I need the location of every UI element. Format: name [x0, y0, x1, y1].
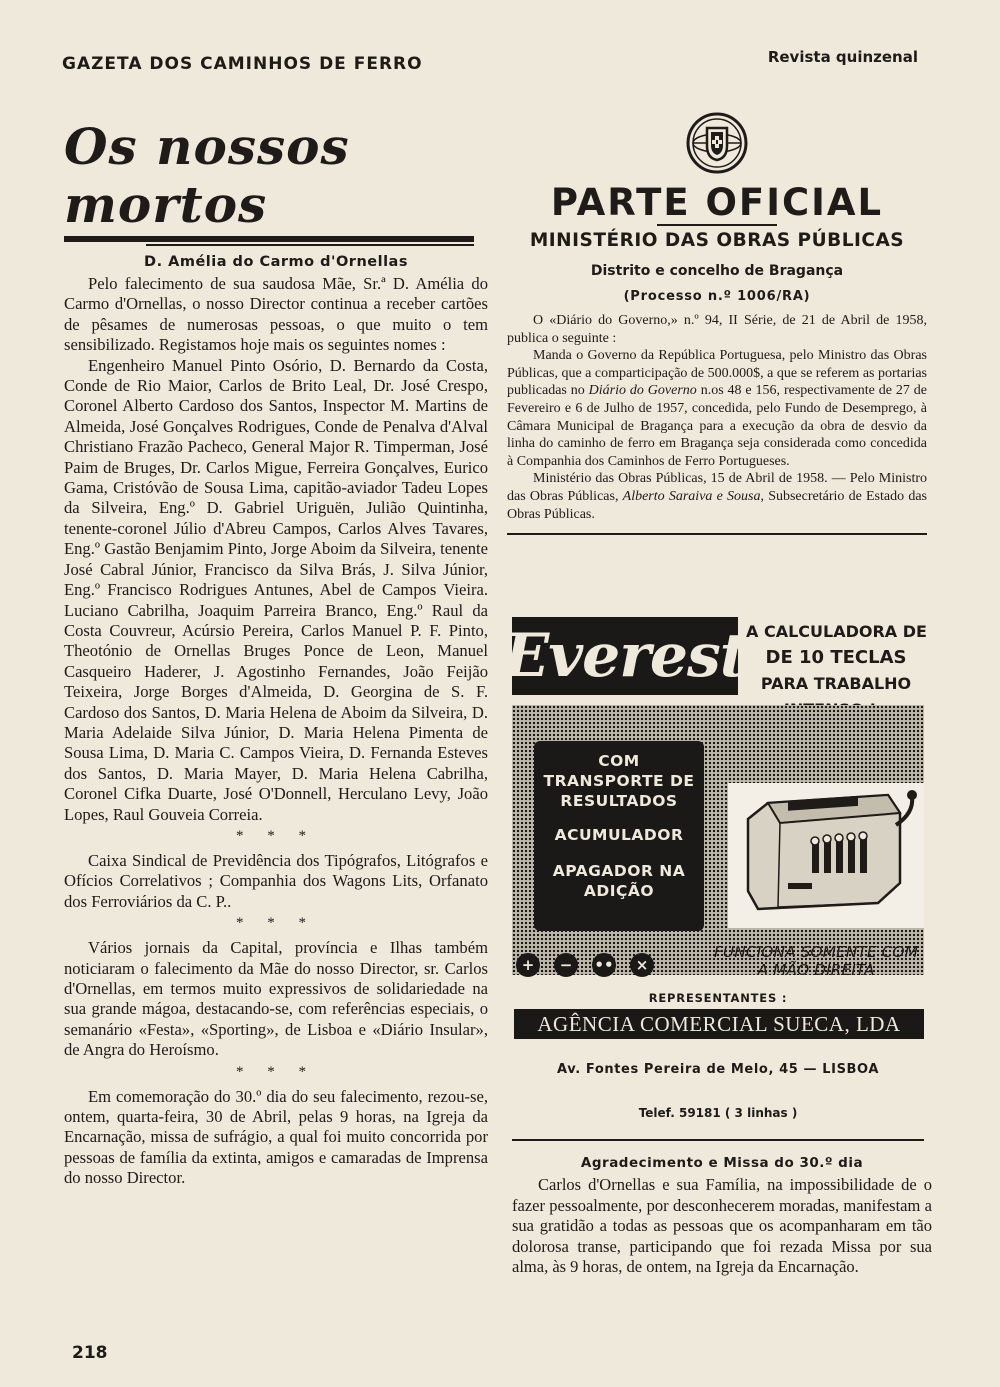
magazine-title: GAZETA DOS CAMINHOS DE FERRO	[62, 54, 423, 74]
thanks-heading: Agradecimento e Missa do 30.º dia	[580, 1155, 864, 1171]
features-box	[534, 741, 704, 931]
title-rule-thick	[64, 236, 474, 242]
tagline-line: DE 10 TECLAS	[765, 647, 907, 668]
section-separator: * * *	[236, 1063, 316, 1080]
feature-accumulator: ACUMULADOR	[554, 826, 684, 844]
official-part-title: PARTE OFICIAL	[550, 181, 884, 224]
thanks-text: Carlos d'Ornellas e sua Família, na impossibilidade de o fazer pessoalmente, por desconhecerem moradas, manifestam a sua gratidão a todas as pessoas que os acompanharam em tão dolorosa transe, participando que foi rezada Missa por sua alma, às 9 horas, de ontem, na Igreja da Encarnação.	[512, 1175, 932, 1276]
agency-address: Av. Fontes Pereira de Melo, 45 — LISBOA	[557, 1062, 879, 1077]
everest-advertisement	[503, 613, 927, 1036]
dots-icon: ••	[592, 953, 616, 977]
official-paragraph-signature: Ministério das Obras Públicas, 15 de Abril de 1958. — Pelo Ministro das Obras Públicas, Alberto Saraiva e Sousa, Subsecretário de Estado das Obras Públicas.	[507, 471, 927, 522]
section-separator: * * *	[236, 827, 316, 844]
obituary-paragraph-names: Engenheiro Manuel Pinto Osório, D. Bernardo da Costa, Conde de Rio Maior, Carlos de Brito Leal, Dr. José Crespo, Coronel Alberto Cardoso dos Santos, Inspector M. Martins de Almeida, José Gonçalves Rodrigues, Conde de Penalva d'Alval Christiano Frazão Pacheco, General Major R. Timperman, José Paim de Bruges, Dr. Carlos Migue, Ferreira Gonçalves, Eurico Gama, Cristóvão de Sousa Lima, capitão-aviador Tadeu Lopes da Silveira, Eng.º D. Gabriel Uriguën, Julião Quintinha, tenente-coronel Júlio d'Abreu Campos, Carlos Alves Tavares, Eng.º Gastão Benjamim Pinto, Jorge Aboim da Silveira, tenente José Cabral Júnior, Francisco da Silva Brás, J. Silva Júnior, Eng.º Francisco Rodrigues Antunes, Abel de Campos Vieira. Luciano Cabrilha, Joaquim Parreira Branco, Eng.º Raul da Costa Couvreur, Acúrsio Pereira, Carlos Manuel P. F. Pinto, Theotónio de Ornellas Bruges Ponce de Leon, Manuel Casqueiro Haderer, J. Agostinho Fernandes, João Feijão Teixeira, Jorge Borges d'Almeida, D. Georgina de S. F. Cardoso dos Santos, D. Maria Helena de Aboim da Silveira, D. Maria Adelaide Silva Júnior, D. Maria Helena Pimenta de Sousa Lima, D. Maria C. Campos Vieira, D. Fernanda Esteves dos Santos, D. Maria Mayer, D. Maria Helena Cabrilha, Coronel Cifka Duarte, José O'Donnell, Herculano Levy, João Lopes, Raul Gouveia Correia.	[64, 355, 488, 824]
obituary-subheading: D. Amélia do Carmo d'Ornellas	[144, 254, 408, 270]
magazine-frequency: Revista quinzenal	[767, 48, 918, 66]
obituary-paragraph-intro: Pelo falecimento de sua saudosa Mãe, Sr.ª D. Amélia do Carmo d'Ornellas, o nosso Director continua a receber cartões de pêsames de numerosas pessoas, o que muito o tem sensibilizado. Registamos hoje mais os seguintes nomes :	[64, 274, 488, 355]
title-rule	[657, 224, 777, 226]
everest-logo	[503, 617, 747, 695]
feature-transport: COM TRANSPORTE DE RESULTADOS	[543, 752, 695, 810]
process-number: (Processo n.º 1006/RA)	[623, 289, 811, 304]
calculator-illustration	[728, 783, 924, 928]
title-rule-thin	[146, 244, 474, 246]
multiply-icon: ×	[630, 953, 654, 977]
agency-name: AGÊNCIA COMERCIAL SUECA, LDA	[514, 1009, 924, 1039]
brand-name: Everest	[503, 621, 747, 691]
obituary-paragraph-press: Vários jornais da Capital, província e Ilhas também noticiaram o falecimento da Mãe do nosso Director, sr. Carlos d'Ornellas, em termos muito expressivos de solidariedade na sua grande mágoa, destacando-se, com referências especiais, o semanário «Festa», «Sporting», de Lisboa e «Diário Insular», de Angra do Heroísmo.	[64, 938, 488, 1060]
obituary-paragraph-mass: Em comemoração do 30.º dia do seu falecimento, rezou-se, ontem, quarta-feira, 30 de Abril, pelas 9 horas, na Igreja da Encarnação, missa de sufrágio, a qual foi muito concorrida por pessoas de família da extinta, amigos e camaradas de Imprensa do nosso Director.	[64, 1086, 488, 1188]
obituary-column	[64, 118, 488, 1189]
section-divider	[512, 1139, 924, 1141]
right-hand-note: FUNCIONA SÒMENTE COM A MÃO DIREITA	[714, 943, 918, 979]
thanks-notice	[512, 1155, 932, 1278]
official-paragraph-decree: Manda o Governo da República Portuguesa, pelo Ministro das Obras Públicas, que a comparticipação de 500.000$, a que se referem as portarias publicadas no Diário do Governo n.os 48 e 156, respectivamente de 27 de Fevereiro e 6 de Julho de 1957, concedida, pelo Fundo de Desemprego, à Câmara Municipal de Bragança para a execução da obra de desvio da linha do caminho de ferro em Bragança seja considerada como concedida à Companhia dos Caminhos de Ferro Portugueses.	[507, 348, 928, 469]
section-divider	[507, 533, 927, 535]
obituary-paragraph-institutions: Caixa Sindical de Previdência dos Tipógrafos, Litógrafos e Ofícios Correlativos ; Companhia dos Wagons Lits, Orfanato dos Ferroviários da C. P..	[64, 850, 488, 911]
section-separator: * * *	[236, 915, 316, 932]
page-number: 218	[72, 1343, 108, 1363]
feature-eraser: APAGADOR NA ADIÇÃO	[552, 862, 686, 900]
tagline-line: PARA TRABALHO	[760, 674, 912, 693]
plus-icon: +	[516, 953, 540, 977]
obituary-title: Os nossos mortos	[64, 117, 350, 234]
minus-icon: −	[554, 953, 578, 977]
agency-phone: Telef. 59181 ( 3 linhas )	[638, 1106, 798, 1120]
official-paragraph-intro: O «Diário do Governo,» n.º 94, II Série, de 21 de Abril de 1958, publica o seguinte :	[507, 313, 927, 346]
coat-of-arms-icon	[686, 110, 748, 176]
operation-symbols	[516, 953, 664, 977]
district-heading: Distrito e concelho de Bragança	[590, 263, 844, 279]
ministry-heading: MINISTÉRIO DAS OBRAS PÚBLICAS	[529, 230, 905, 251]
tagline-line: A CALCULADORA DE	[746, 622, 927, 641]
representatives-label: REPRESENTANTES :	[648, 991, 788, 1005]
official-section	[507, 110, 927, 535]
